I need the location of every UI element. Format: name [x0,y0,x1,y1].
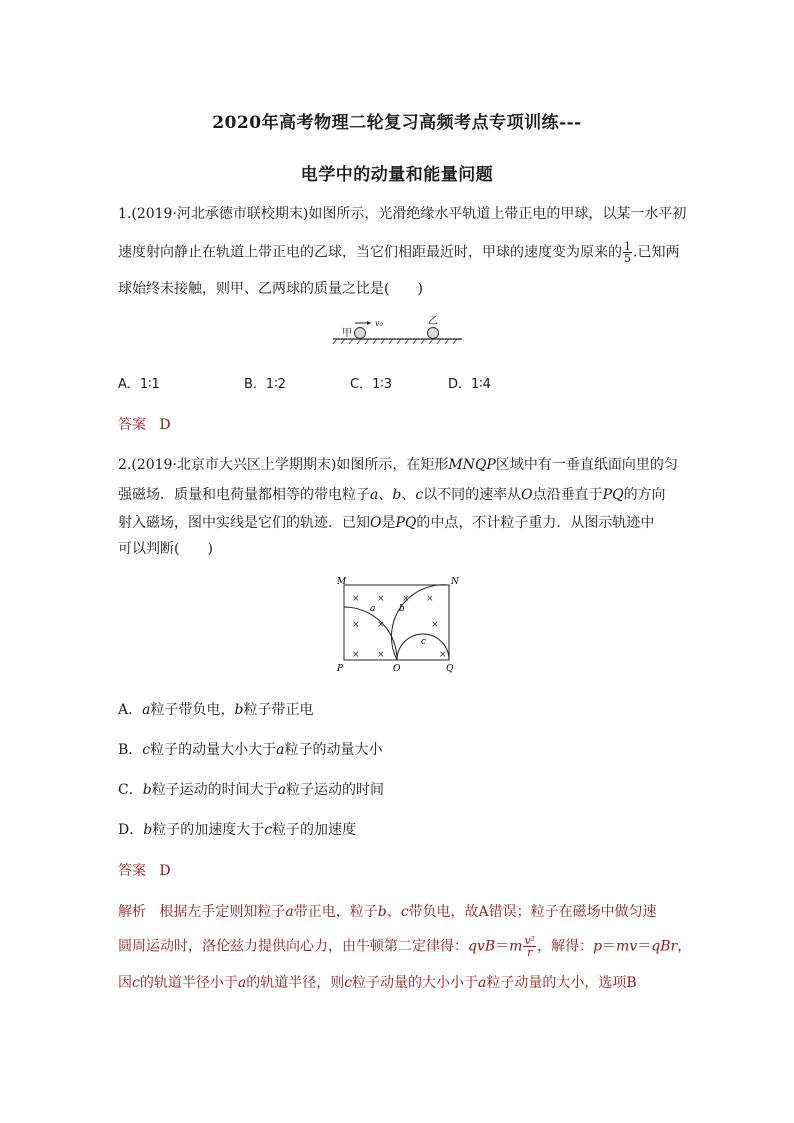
q2-stem-line2: 强磁场．质量和电荷量都相等的带电粒子a、b、c以不同的速率从O点沿垂直于PQ的方向 [118,487,666,503]
q2-figure [335,574,465,676]
document-title-line1: 2020年高考物理二轮复习高频考点专项训练--- [212,113,582,133]
q1-option-a[interactable]: A．1∶1 [118,377,160,392]
q2-option-c[interactable]: C．b粒子运动的时间大于a粒子运动的时间 [118,782,385,798]
q1-option-d[interactable]: D．1∶4 [448,377,491,392]
ball-yi [428,328,439,339]
q2-answer: 答案 D [118,863,171,879]
q1-option-b[interactable]: B．1∶2 [244,377,286,392]
q2-stem-line1: 2.(2019·北京市大兴区上学期期末)如图所示，在矩形MNQP区域中有一垂直纸面向里的匀 [118,457,678,473]
label-Q: Q [446,664,454,674]
svg-text:×: × [402,594,410,604]
label-c: c [421,637,427,647]
fraction-one-fifth: $\frac{1}{5}$ [624,240,631,265]
q2-stem-line3: 射入磁场，图中实线是它们的轨迹．已知O是PQ的中点，不计粒子重力．从图示轨迹中 [118,515,655,531]
document-title-line2: 电学中的动量和能量问题 [300,165,494,185]
q1-stem-line1: 1.(2019·河北承德市联校期末)如图所示，光滑绝缘水平轨道上带正电的甲球，以某一水平初 [118,206,687,222]
q1-figure [325,312,470,352]
svg-text:×: × [431,620,439,630]
q2-analysis-line1: 解析 根据左手定则知粒子a带正电，粒子b、c带负电，故A错误；粒子在磁场中做匀速 [118,904,657,920]
label-jia: 甲 [342,328,352,339]
label-O: O [393,664,401,674]
q1-stem-line2: 速度射向静止在轨道上带正电的乙球，当它们相距最近时，甲球的速度变为原来的 $\frac{1}{5}$ .已知两 [118,240,680,265]
q1-stem-line3: 球始终未接触，则甲、乙两球的质量之比是( ) [118,281,423,297]
q2-option-b[interactable]: B．c粒子的动量大小大于a粒子的动量大小 [118,742,383,758]
q1-option-c[interactable]: C．1∶3 [350,377,393,392]
svg-text:×: × [426,594,434,604]
label-yi: 乙 [428,316,438,327]
svg-text:×: × [377,650,385,660]
q2-analysis-line2: 圆周运动时，洛伦兹力提供向心力，由牛顿第二定律得：qvB＝m $\frac{\text{v²}}{r}$ ，解得：p＝mv＝qBr， [118,934,692,959]
label-a: a [370,604,376,614]
svg-text:×: × [352,594,360,604]
label-b: b [399,604,405,614]
ball-jia [355,328,366,339]
label-N: N [451,577,459,587]
q2-option-a[interactable]: A．a粒子带负电，b粒子带正电 [118,702,314,718]
svg-text:×: × [352,650,360,660]
q1-answer: 答案 D [118,417,171,433]
label-v0: v₀ [375,319,383,328]
label-P: P [337,664,344,674]
trajectory-b [391,585,449,660]
svg-text:×: × [377,620,385,630]
svg-text:×: × [439,650,447,660]
svg-text:×: × [352,620,360,630]
svg-text:×: × [377,594,385,604]
fraction-v2-r: $\frac{\text{v²}}{r}$ [524,934,536,959]
q2-option-d[interactable]: D．b粒子的加速度大于c粒子的加速度 [118,822,357,838]
label-M: M [337,577,347,587]
q2-analysis-line3: 因c的轨道半径小于a的轨道半径，则c粒子动量的大小小于a粒子动量的大小，选项B [118,975,637,991]
q2-stem-line4: 可以判断( ) [118,541,213,557]
